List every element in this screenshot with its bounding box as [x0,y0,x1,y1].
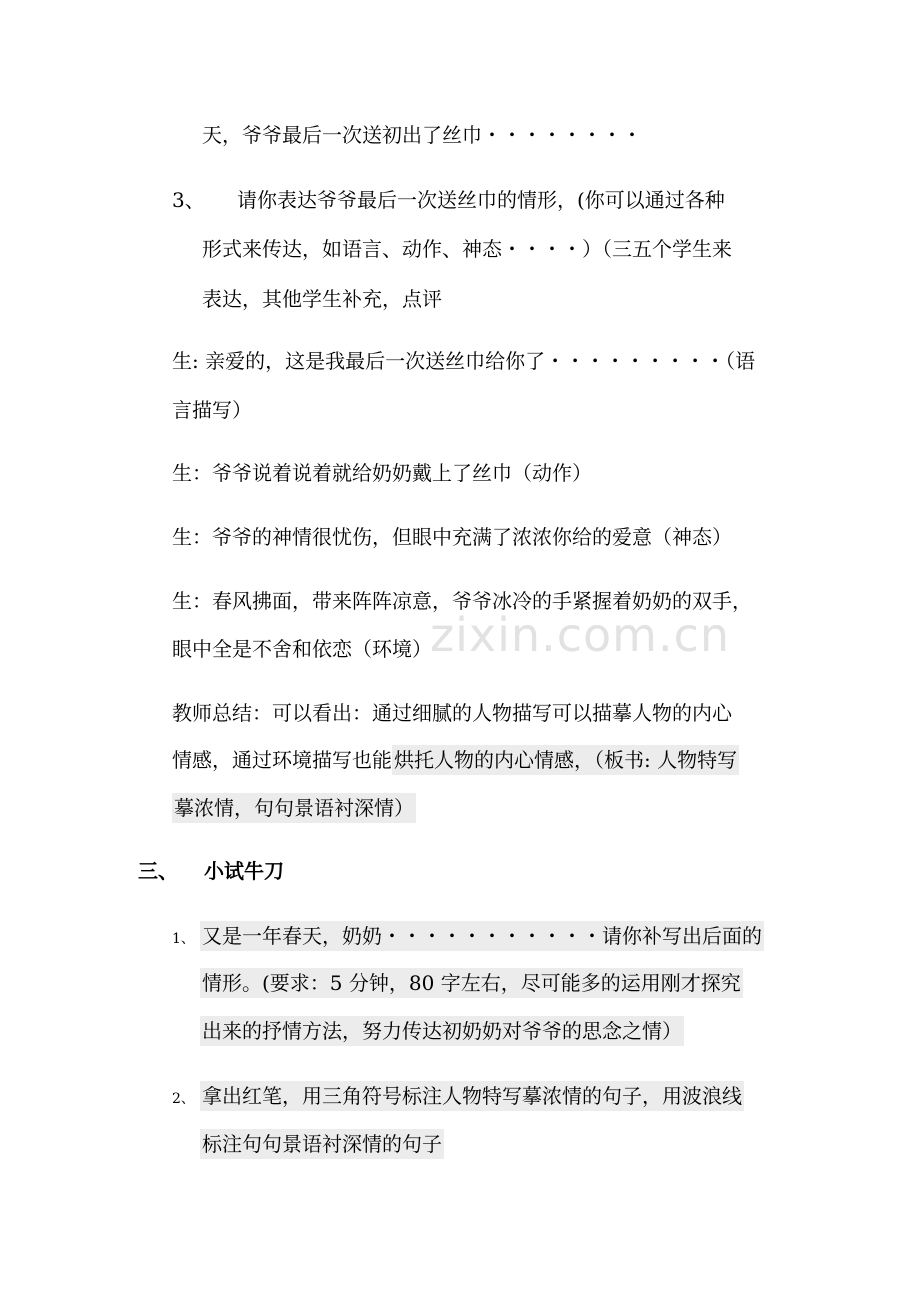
item-line: 形式来传达，如语言、动作、神态・・・・）（三五个学生来 [202,237,732,261]
item-line: 表达，其他学生补充，点评 [202,287,442,311]
task-highlight: 情形。(要求：5 分钟，80 字左右，尽可能多的运用刚才探究 [200,968,743,998]
task-line [200,923,764,949]
paragraph-line: 天，爷爷最后一次送初出了丝巾・・・・・・・・ [202,123,642,147]
section-title: 小试牛刀 [204,859,284,883]
watermark: zixin.com.cn [430,608,731,662]
summary-highlight: 烘托人物的内心情感，（板书: 人物特写 [392,745,739,775]
student-answer-line: 生：爷爷说着说着就给奶奶戴上了丝巾（动作） [172,461,592,485]
task-line [200,970,743,996]
item-line: 请你表达爷爷最后一次送丝巾的情形，(你可以通过各种 [237,188,725,212]
section-number: 三、 [138,859,178,883]
student-answer-line: 言描写） [172,398,252,422]
summary-line [172,747,739,773]
task-line [200,1131,444,1157]
student-answer-line: 眼中全是不舍和依恋（环境） [172,637,432,661]
summary-line [172,795,416,821]
item-number: 3、 [172,188,205,212]
student-answer-line: 生：爷爷的神情很忧伤，但眼中充满了浓浓你给的爱意（神态） [172,525,732,549]
task-line [200,1018,684,1044]
task-highlight: 又是一年春天，奶奶・・・・・・・・・・・请你补写出后面的 [200,921,764,951]
task-highlight: 出来的抒情方法，努力传达初奶奶对爷爷的思念之情） [200,1016,684,1046]
task-line [200,1083,744,1109]
summary-line: 教师总结：可以看出：通过细腻的人物描写可以描摹人物的内心 [172,701,732,725]
task-highlight: 拿出红笔，用三角符号标注人物特写摹浓情的句子，用波浪线 [200,1081,744,1111]
summary-text: 情感，通过环境描写也能 [172,748,392,772]
student-answer-line: 生: 亲爱的，这是我最后一次送丝巾给你了・・・・・・・・・（语 [172,349,756,373]
task-number: 2、 [172,1091,195,1107]
task-number: 1、 [172,931,195,947]
task-highlight: 标注句句景语衬深情的句子 [200,1129,444,1159]
summary-highlight: 摹浓情，句句景语衬深情） [172,793,416,823]
student-answer-line: 生：春风拂面，带来阵阵凉意，爷爷冰冷的手紧握着奶奶的双手， [172,589,752,613]
